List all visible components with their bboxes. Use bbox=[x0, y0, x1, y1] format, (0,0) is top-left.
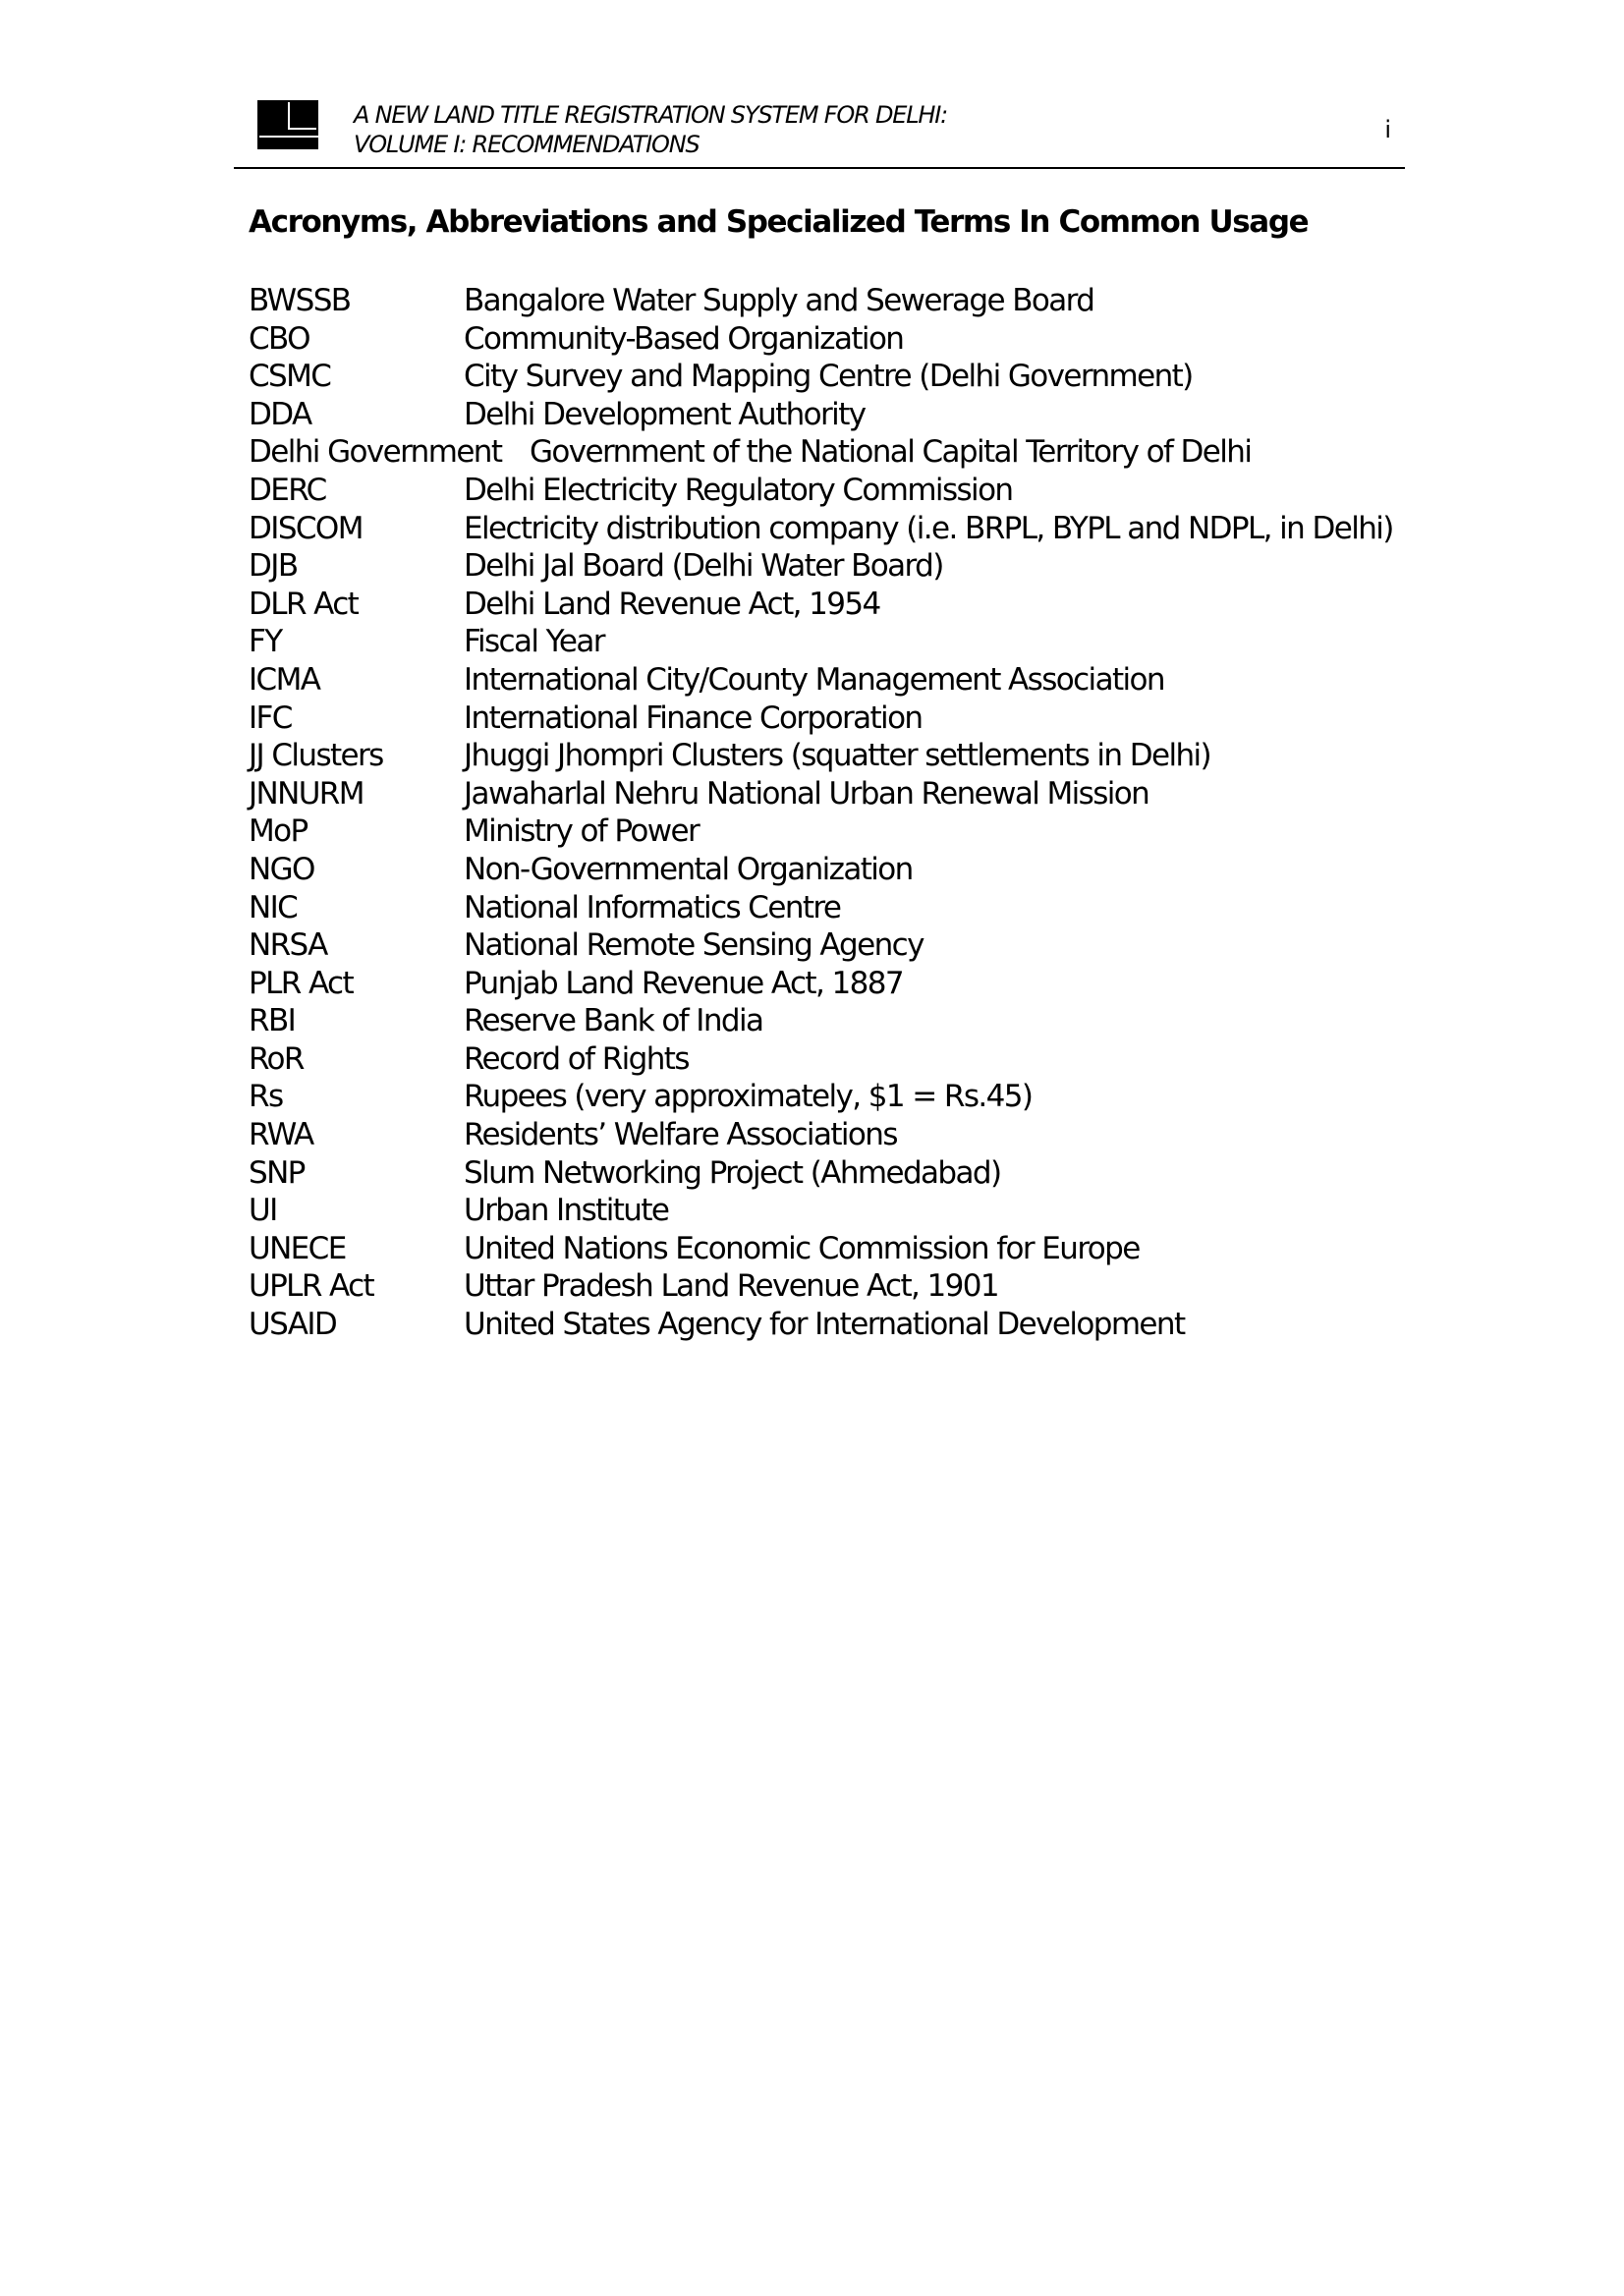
acronym-row bbox=[249, 358, 1378, 396]
acronym-term: RoR bbox=[249, 1040, 304, 1077]
acronym-definition: Slum Networking Project (Ahmedabad) bbox=[464, 1154, 1001, 1191]
acronym-definition: Uttar Pradesh Land Revenue Act, 1901 bbox=[464, 1268, 999, 1305]
acronym-term: RBI bbox=[249, 1003, 296, 1039]
acronym-definition: Community-Based Organization bbox=[464, 320, 904, 357]
page-number: i bbox=[1384, 116, 1391, 143]
acronym-term: DLR Act bbox=[249, 586, 359, 622]
acronym-term: Delhi Government bbox=[249, 434, 502, 471]
acronym-row bbox=[249, 433, 1378, 472]
acronym-term: MoP bbox=[249, 813, 308, 850]
acronym-term: BWSSB bbox=[249, 283, 351, 318]
acronym-row bbox=[249, 889, 1378, 927]
acronym-definition: International Finance Corporation bbox=[464, 700, 923, 736]
square-grid-logo-icon bbox=[257, 100, 318, 149]
acronym-row bbox=[249, 547, 1378, 586]
acronym-definition: Delhi Jal Board (Delhi Water Board) bbox=[464, 548, 943, 585]
acronym-row bbox=[249, 965, 1378, 1003]
acronym-term: UNECE bbox=[249, 1230, 346, 1266]
acronym-list bbox=[249, 282, 1393, 1344]
acronym-definition: Urban Institute bbox=[464, 1193, 669, 1229]
acronym-definition: Delhi Development Authority bbox=[464, 396, 866, 432]
acronym-definition: Rupees (very approximately, $1 = Rs.45) bbox=[464, 1079, 1033, 1115]
acronym-term: NRSA bbox=[249, 927, 327, 964]
acronym-definition: National Informatics Centre bbox=[464, 889, 841, 925]
acronym-definition: Government of the National Capital Territory of Delhi bbox=[530, 434, 1252, 471]
acronym-row bbox=[249, 1002, 1378, 1040]
acronym-row bbox=[249, 1192, 1378, 1230]
acronym-row bbox=[249, 1040, 1378, 1079]
acronym-row bbox=[249, 851, 1378, 889]
acronym-term: CBO bbox=[249, 320, 309, 357]
acronym-term: UI bbox=[249, 1193, 277, 1229]
section-heading: Acronyms, Abbreviations and Specialized Terms In Common Usage bbox=[249, 204, 1309, 240]
acronym-definition: Ministry of Power bbox=[464, 813, 700, 850]
acronym-term: RWA bbox=[249, 1117, 313, 1153]
acronym-row bbox=[249, 1154, 1378, 1193]
acronym-term: NGO bbox=[249, 851, 314, 887]
acronym-term: DJB bbox=[249, 548, 298, 585]
document-title-line-2: VOLUME I: RECOMMENDATIONS bbox=[354, 131, 700, 158]
acronym-definition: Bangalore Water Supply and Sewerage Board bbox=[464, 283, 1094, 318]
acronym-row bbox=[249, 775, 1378, 813]
acronym-row bbox=[249, 737, 1378, 775]
acronym-term: JJ Clusters bbox=[249, 738, 383, 774]
page-header bbox=[234, 96, 1405, 169]
acronym-term: SNP bbox=[249, 1154, 305, 1191]
acronym-definition: Jawaharlal Nehru National Urban Renewal Mission bbox=[464, 775, 1149, 812]
acronym-term: USAID bbox=[249, 1307, 337, 1343]
acronym-row bbox=[249, 586, 1378, 624]
acronym-row bbox=[249, 812, 1378, 851]
acronym-row bbox=[249, 282, 1378, 320]
acronym-definition: Reserve Bank of India bbox=[464, 1003, 763, 1039]
document-title-line-1: A NEW LAND TITLE REGISTRATION SYSTEM FOR DELHI: bbox=[354, 101, 948, 129]
acronym-term: JNNURM bbox=[249, 775, 364, 812]
acronym-term: ICMA bbox=[249, 661, 320, 698]
acronym-row bbox=[249, 472, 1378, 510]
acronym-row bbox=[249, 623, 1378, 661]
acronym-row bbox=[249, 926, 1378, 965]
acronym-row bbox=[249, 1306, 1378, 1344]
acronym-term: IFC bbox=[249, 700, 292, 736]
acronym-definition: Fiscal Year bbox=[464, 624, 604, 660]
acronym-term: DERC bbox=[249, 472, 326, 508]
acronym-term: NIC bbox=[249, 889, 298, 925]
acronym-row bbox=[249, 510, 1393, 548]
acronym-definition: Electricity distribution company (i.e. BRPL, BYPL and NDPL, in Delhi) bbox=[464, 510, 1393, 546]
document-title bbox=[354, 100, 947, 159]
acronym-row bbox=[249, 396, 1378, 434]
acronym-term: PLR Act bbox=[249, 965, 354, 1001]
acronym-definition: Non-Governmental Organization bbox=[464, 851, 913, 887]
acronym-term: UPLR Act bbox=[249, 1268, 374, 1305]
acronym-row bbox=[249, 1230, 1378, 1268]
acronym-definition: National Remote Sensing Agency bbox=[464, 927, 924, 964]
acronym-definition: Delhi Land Revenue Act, 1954 bbox=[464, 586, 880, 622]
acronym-row bbox=[249, 1116, 1378, 1154]
acronym-definition: Record of Rights bbox=[464, 1040, 689, 1077]
acronym-definition: City Survey and Mapping Centre (Delhi Government) bbox=[464, 359, 1193, 395]
acronym-row bbox=[249, 1078, 1378, 1116]
acronym-term: Rs bbox=[249, 1079, 283, 1115]
acronym-row bbox=[249, 1267, 1378, 1306]
acronym-definition: United States Agency for International Development bbox=[464, 1307, 1185, 1343]
acronym-term: DDA bbox=[249, 396, 311, 432]
acronym-row bbox=[249, 700, 1378, 738]
acronym-row bbox=[249, 661, 1378, 700]
acronym-term: CSMC bbox=[249, 359, 331, 395]
acronym-row bbox=[249, 320, 1378, 359]
acronym-definition: Jhuggi Jhompri Clusters (squatter settlements in Delhi) bbox=[464, 738, 1211, 774]
acronym-term: FY bbox=[249, 624, 282, 660]
acronym-definition: Punjab Land Revenue Act, 1887 bbox=[464, 965, 903, 1001]
acronym-definition: Residents’ Welfare Associations bbox=[464, 1117, 897, 1153]
acronym-term: DISCOM bbox=[249, 510, 363, 546]
acronym-definition: Delhi Electricity Regulatory Commission bbox=[464, 472, 1013, 508]
acronym-definition: International City/County Management Association bbox=[464, 661, 1164, 698]
acronym-definition: United Nations Economic Commission for Europe bbox=[464, 1230, 1140, 1266]
